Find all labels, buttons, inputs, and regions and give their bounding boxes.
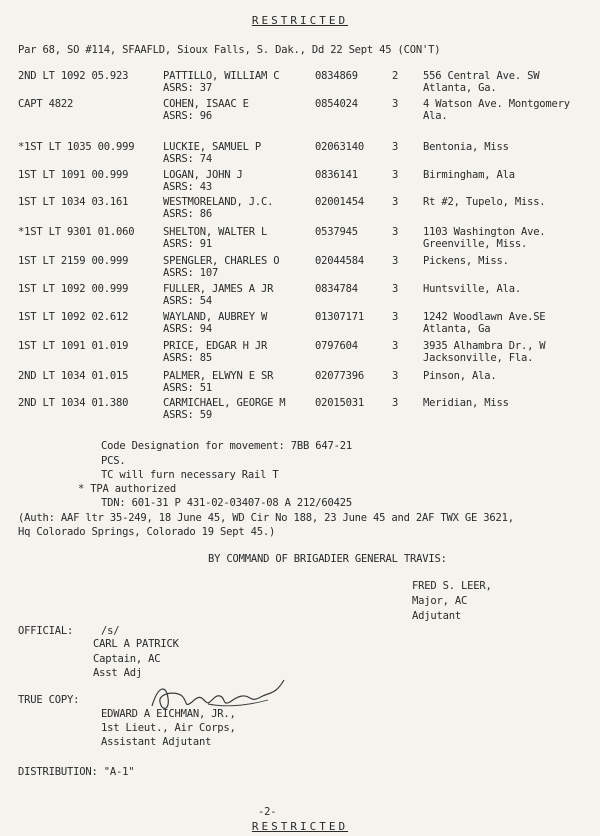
officer-serial: 01307171 [315, 311, 364, 323]
officer-rank-code: 2ND LT 1034 01.380 [18, 397, 129, 409]
officer-asrs: ASRS: 94 [163, 323, 212, 335]
officer-address-line-1: 556 Central Ave. SW [423, 70, 540, 82]
officer-address-line-2: Greenville, Miss. [423, 238, 528, 250]
officer-rank-code: CAPT 4822 [18, 98, 74, 110]
reference-line: Par 68, SO #114, SFAAFLD, Sioux Falls, S. Dak., Dd 22 Sept 45 (CON'T) [18, 44, 441, 56]
officer-row [0, 169, 600, 197]
officer-asrs: ASRS: 91 [163, 238, 212, 250]
officer-travel-code: 3 [392, 311, 399, 323]
code-designation: Code Designation for movement: 7BB 647-21 [101, 440, 352, 452]
officer-asrs: ASRS: 96 [163, 110, 212, 122]
true-copy-label: TRUE COPY: [18, 694, 80, 706]
signer-rank: Major, AC [412, 595, 468, 607]
officer-name: SHELTON, WALTER L [163, 226, 268, 238]
officer-rank-code: 1ST LT 1091 00.999 [18, 169, 129, 181]
official-name: CARL A PATRICK [93, 638, 179, 650]
officer-row [0, 283, 600, 311]
officer-row [0, 340, 600, 368]
officer-travel-code: 3 [392, 226, 399, 238]
officer-row [0, 397, 600, 425]
restricted-header: RESTRICTED [251, 14, 349, 27]
signer-title: Adjutant [412, 610, 461, 622]
officer-address-line-1: Pinson, Ala. [423, 370, 497, 382]
officer-name: LUCKIE, SAMUEL P [163, 141, 261, 153]
auth-line-1: (Auth: AAF ltr 35-249, 18 June 45, WD Cir No 188, 23 June 45 and 2AF TWX GE 3621, [18, 512, 514, 524]
officer-row [0, 255, 600, 283]
true-copy-rank: 1st Lieut., Air Corps, [101, 722, 236, 734]
officer-rank-code: 2ND LT 1092 05.923 [18, 70, 129, 82]
official-rank: Captain, AC [93, 653, 161, 665]
officer-travel-code: 3 [392, 169, 399, 181]
officer-address-line-1: 4 Watson Ave. Montgomery [423, 98, 570, 110]
signer-name: FRED S. LEER, [412, 580, 492, 592]
officer-travel-code: 3 [392, 141, 399, 153]
officer-address-line-2: Jacksonville, Fla. [423, 352, 534, 364]
officer-name: CARMICHAEL, GEORGE M [163, 397, 286, 409]
command-line: BY COMMAND OF BRIGADIER GENERAL TRAVIS: [208, 553, 447, 565]
officer-travel-code: 3 [392, 196, 399, 208]
officer-asrs: ASRS: 107 [163, 267, 219, 279]
officer-serial: 02001454 [315, 196, 364, 208]
officer-serial: 0854024 [315, 98, 358, 110]
officer-name: PATTILLO, WILLIAM C [163, 70, 280, 82]
officer-serial: 0834784 [315, 283, 358, 295]
officer-serial: 0537945 [315, 226, 358, 238]
officer-travel-code: 3 [392, 255, 399, 267]
officer-travel-code: 3 [392, 340, 399, 352]
true-copy-title: Assistant Adjutant [101, 736, 212, 748]
officer-row [0, 196, 600, 224]
pcs-line: PCS. [101, 455, 126, 467]
tc-line: TC will furn necessary Rail T [101, 469, 279, 481]
officer-row [0, 98, 600, 126]
officer-rank-code: *1ST LT 1035 00.999 [18, 141, 135, 153]
tdn-line: TDN: 601-31 P 431-02-03407-08 A 212/60425 [101, 497, 352, 509]
official-signature-mark: /s/ [101, 625, 120, 637]
officer-asrs: ASRS: 74 [163, 153, 212, 165]
officer-rank-code: 2ND LT 1034 01.015 [18, 370, 129, 382]
officer-asrs: ASRS: 59 [163, 409, 212, 421]
officer-rank-code: 1ST LT 1034 03.161 [18, 196, 129, 208]
officer-asrs: ASRS: 85 [163, 352, 212, 364]
officer-serial: 02077396 [315, 370, 364, 382]
officer-serial: 0836141 [315, 169, 358, 181]
officer-row [0, 226, 600, 254]
restricted-footer: RESTRICTED [251, 820, 349, 833]
officer-rank-code: 1ST LT 1092 00.999 [18, 283, 129, 295]
officer-address-line-1: Meridian, Miss [423, 397, 509, 409]
officer-travel-code: 3 [392, 370, 399, 382]
official-label: OFFICIAL: [18, 625, 74, 637]
officer-address-line-1: Huntsville, Ala. [423, 283, 521, 295]
officer-address-line-1: Pickens, Miss. [423, 255, 509, 267]
tpa-line: * TPA authorized [78, 483, 176, 495]
officer-name: FULLER, JAMES A JR [163, 283, 274, 295]
officer-serial: 02015031 [315, 397, 364, 409]
officer-row [0, 370, 600, 398]
officer-name: WESTMORELAND, J.C. [163, 196, 274, 208]
officer-row [0, 141, 600, 169]
officer-address-line-2: Atlanta, Ga [423, 323, 491, 335]
officer-rank-code: 1ST LT 2159 00.999 [18, 255, 129, 267]
officer-address-line-1: 1242 Woodlawn Ave.SE [423, 311, 546, 323]
officer-serial: 02063140 [315, 141, 364, 153]
officer-asrs: ASRS: 54 [163, 295, 212, 307]
officer-rank-code: 1ST LT 1092 02.612 [18, 311, 129, 323]
officer-name: PALMER, ELWYN E SR [163, 370, 274, 382]
officer-asrs: ASRS: 86 [163, 208, 212, 220]
distribution-line: DISTRIBUTION: "A-1" [18, 766, 135, 778]
officer-serial: 0797604 [315, 340, 358, 352]
officer-travel-code: 2 [392, 70, 399, 82]
officer-travel-code: 3 [392, 283, 399, 295]
true-copy-name: EDWARD A EICHMAN, JR., [101, 708, 236, 720]
officer-name: SPENGLER, CHARLES O [163, 255, 280, 267]
officer-travel-code: 3 [392, 397, 399, 409]
officer-address-line-1: Rt #2, Tupelo, Miss. [423, 196, 546, 208]
officer-rank-code: *1ST LT 9301 01.060 [18, 226, 135, 238]
page-number: -2- [258, 806, 277, 818]
officer-asrs: ASRS: 43 [163, 181, 212, 193]
officer-serial: 02044584 [315, 255, 364, 267]
officer-row [0, 311, 600, 339]
officer-address-line-1: Birmingham, Ala [423, 169, 515, 181]
officer-address-line-1: 1103 Washington Ave. [423, 226, 546, 238]
official-title: Asst Adj [93, 667, 142, 679]
officer-travel-code: 3 [392, 98, 399, 110]
officer-asrs: ASRS: 37 [163, 82, 212, 94]
officer-address-line-2: Atlanta, Ga. [423, 82, 497, 94]
officer-address-line-2: Ala. [423, 110, 448, 122]
officer-asrs: ASRS: 51 [163, 382, 212, 394]
officer-name: COHEN, ISAAC E [163, 98, 249, 110]
officer-rank-code: 1ST LT 1091 01.019 [18, 340, 129, 352]
officer-name: WAYLAND, AUBREY W [163, 311, 268, 323]
auth-line-2: Hq Colorado Springs, Colorado 19 Sept 45.) [18, 526, 276, 538]
officer-row [0, 70, 600, 98]
officer-name: LOGAN, JOHN J [163, 169, 243, 181]
officer-address-line-1: 3935 Alhambra Dr., W [423, 340, 546, 352]
officer-serial: 0834869 [315, 70, 358, 82]
officer-address-line-1: Bentonia, Miss [423, 141, 509, 153]
officer-name: PRICE, EDGAR H JR [163, 340, 268, 352]
